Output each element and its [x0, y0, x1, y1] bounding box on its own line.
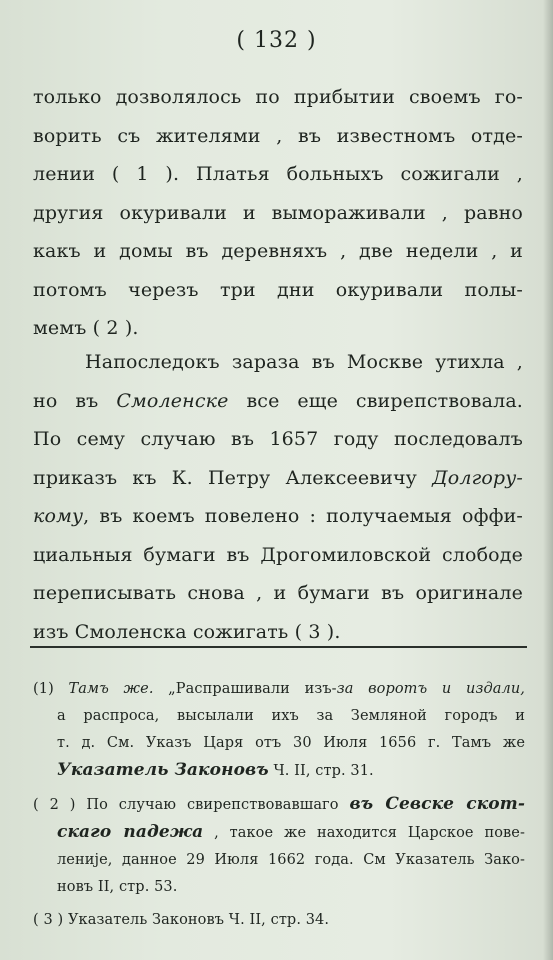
- text-segment: приказъ къ К. Петру Алексеевичу: [33, 466, 433, 489]
- footnote-1: [33, 676, 525, 785]
- footnotes: [33, 676, 525, 940]
- text-segment: Указатель Законовъ Ч. II, стр. 34.: [63, 912, 330, 928]
- text-line: лении ( 1 ). Платья больныхъ сожигали ,: [33, 163, 523, 185]
- text-segment: По случаю свирепствовавшаго: [75, 797, 350, 813]
- text-line: а распроса, высылали ихъ за Земляной городъ и: [57, 708, 525, 724]
- text-line: какъ и домы въ деревняхъ , две недели , и: [33, 240, 523, 262]
- text-line: циальныя бумаги въ Дрогомиловской слободе: [33, 543, 523, 566]
- text-line: ворить съ жителями , въ известномъ отде-: [33, 124, 523, 147]
- text-segment: все еще свирепствовала.: [228, 389, 523, 412]
- page-number: ( 132 ): [236, 28, 317, 53]
- text-line: [33, 459, 523, 498]
- event-italic: скаго падежа: [57, 822, 204, 842]
- text-line: [33, 907, 525, 934]
- text-line: По сему случаю въ 1657 году последовалъ: [33, 428, 523, 450]
- text-line: только дозволялось по прибытии своемъ го-: [33, 86, 523, 108]
- text-line: изъ Смоленска сожигать ( 3 ).: [33, 620, 341, 643]
- reference-italic: Тамъ же.: [68, 681, 154, 697]
- text-line: переписывать снова , и бумаги въ оригинале: [33, 582, 523, 604]
- text-line: другия окуривали и вымораживали , равно: [33, 201, 523, 224]
- text-line: т. д. См. Указъ Царя отъ 30 Июля 1656 г. Тамъ же: [57, 735, 525, 751]
- text-segment: но въ: [33, 389, 117, 412]
- footnote-mark: ( 3 ): [33, 912, 64, 928]
- paragraph-2: [33, 343, 523, 651]
- text-line: [33, 819, 525, 847]
- text-line: [33, 757, 525, 785]
- text-segment: , такое же находится Царское пове-: [203, 825, 525, 841]
- reference-italic: Указатель Законовъ: [57, 760, 269, 780]
- paragraph-1: [33, 78, 523, 348]
- person-name-italic: кому: [33, 505, 84, 527]
- page-edge-shadow: [543, 0, 553, 960]
- person-name-italic: Долгору-: [432, 466, 523, 489]
- text-segment: Ч. II, стр. 31.: [268, 763, 374, 779]
- text-line: [33, 676, 525, 703]
- footnote-mark: (1): [33, 681, 54, 697]
- text-line: леније, данное 29 Июля 1662 года. См Указатель Зако-: [57, 852, 525, 868]
- text-line: Напоследокъ зараза въ Москве утихла ,: [85, 351, 523, 373]
- footnote-2: [33, 791, 525, 901]
- text-line: новъ II, стр. 53.: [57, 879, 178, 895]
- text-line: [33, 497, 523, 536]
- footnote-divider: [30, 646, 527, 648]
- text-segment: , въ коемъ повелено : получаемыя оффи-: [83, 505, 523, 527]
- footnote-3: [33, 907, 525, 934]
- text-line: [33, 791, 525, 819]
- quote-italic: за воротъ и издали,: [336, 681, 525, 697]
- city-name-italic: Смоленске: [116, 389, 229, 412]
- text-line: потомъ черезъ три дни окуривали полы-: [33, 278, 523, 301]
- text-segment: „Распрашивали изъ-: [153, 681, 337, 697]
- footnote-mark: ( 2 ): [33, 797, 76, 813]
- text-line: [33, 382, 523, 421]
- text-line: мемъ ( 2 ).: [33, 317, 139, 339]
- event-italic: въ Севске скот-: [349, 794, 525, 814]
